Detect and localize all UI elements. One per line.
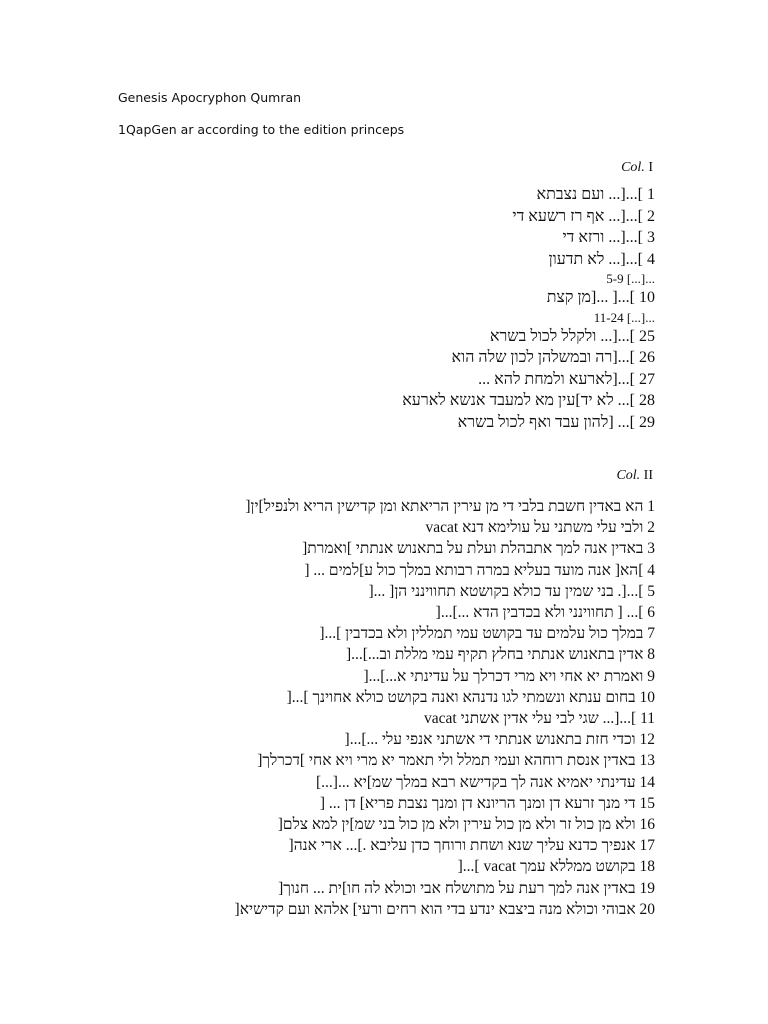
text-line: 25 ]...[... ולקלל לכול בשרא: [489, 327, 655, 345]
column-2-text: [235, 496, 655, 920]
text-line: 1 הא באדין חשבת בלבי די מן עירין הריאתא ומן קדישין הריא ולנפיל]ין[: [245, 498, 655, 515]
text-line: 1 ]...[... ועם נצבתא: [536, 186, 655, 203]
text-line: 7 במלך כול עלמים עד בקושט עמי תמללין ולא בכדבין ]...[: [319, 625, 655, 643]
text-line: 10 בחום ענתא ונשמתי לגו נדנהא ואנה בקושט כולא אחוינך ]...[: [286, 688, 655, 706]
text-line: 28 ]... לא יד]עין מא למעבד אנשא לארעא: [402, 392, 655, 409]
text-line: 27 ]...[לארעא ולמחת להא ...: [478, 370, 655, 388]
text-line: 14 עדינתי יאמיא אנה לך בקדישא רבא במלך שמ]יא ...[...]: [316, 773, 655, 791]
text-line: 12 וכדי חזת בתאנוש אנתתי די אשתני אנפי עלי ...]...[: [344, 731, 655, 749]
column-label-1: [621, 160, 653, 176]
column-label-number: II: [643, 468, 653, 483]
text-line: 16 ולא מן כול זר ולא מן כול עירין ולא מן כול בני שמ]ין למא צלם[: [277, 816, 655, 834]
text-line: 20 אבוהי וכולא מנה ביצבא ינדע בדי הוא רחים ורעי] אלהא ועם קדישיא[: [234, 900, 655, 918]
text-line: 8 אדין בתאנוש אנתתי בחלץ תקיף עמי מללת וב...]...[: [345, 646, 655, 664]
text-line: 18 בקושט ממללא עמך vacat ]...[: [457, 858, 655, 876]
text-line: 26 ]...[רה ובמשלהן לכון שלה הוא: [451, 349, 655, 366]
text-line: 29 ]... [להון עבד ואף לכול בשרא: [457, 413, 655, 431]
text-line: 5-9 [...]...: [606, 271, 655, 286]
column-1-text: [402, 184, 655, 433]
text-line: 5 ]...[. בני שמין עד כולא בקושטא תחווינני הן[ ...[: [368, 582, 655, 600]
text-line: 19 באדין אנה למך רעת על מתושלח אבי וכולא לה חו]ית ... חנוך[: [278, 879, 655, 897]
text-line: 3 באדין אנה למך אתבהלת ועלת על בתאנוש אנתתי ]ואמרת[: [302, 540, 655, 558]
column-label-2: [616, 468, 653, 484]
text-line: 3 ]...[... ורזא די: [562, 229, 655, 246]
text-line: 17 אנפיך כדנא עליך שנא ושחת ורוחך כדן עליבא .]... ארי אנה[: [288, 837, 655, 855]
text-line: 6 ]... [ תחווינני ולא בכדבין הדא ...]...[: [435, 604, 655, 622]
text-line: 9 ואמרת יא אחי ויא מרי דכרלך על עדינתי א...]...[: [363, 667, 655, 685]
text-line: 15 די מנך זרעא דן ומנך הריונא דן ומנך נצבת פריא] דן ... [: [319, 794, 655, 812]
text-line: 10 ]...[ ...[מן קצת: [546, 289, 655, 306]
text-line: 13 באדין אנסת רוחהא ועמי תמלל ולי תאמר יא מרי ויא אחי ]דכרלך[: [257, 752, 655, 770]
text-line: 4 ]הא[ אנה מועד בעליא במרה רבותא במלך כול ע]למים ... [: [304, 561, 655, 579]
document-subtitle: 1QapGen ar according to the edition princeps: [118, 122, 405, 137]
text-line: 2 ולבי עלי משתני על עולימא דנא vacat: [425, 519, 655, 537]
column-label-word: Col.: [621, 160, 645, 175]
text-line: 2 ]...[... אף רז רשעא די: [512, 207, 655, 225]
column-label-word: Col.: [616, 468, 641, 483]
text-line: 11-24 [...]...: [593, 309, 655, 325]
text-line: 11 ]...[... שגי לבי עלי אדין אשתני vacat: [424, 710, 655, 728]
column-label-number: I: [648, 160, 653, 175]
text-line: 4 ]...[... לא תדעון: [548, 250, 655, 268]
document-title: Genesis Apocryphon Qumran: [118, 90, 302, 105]
